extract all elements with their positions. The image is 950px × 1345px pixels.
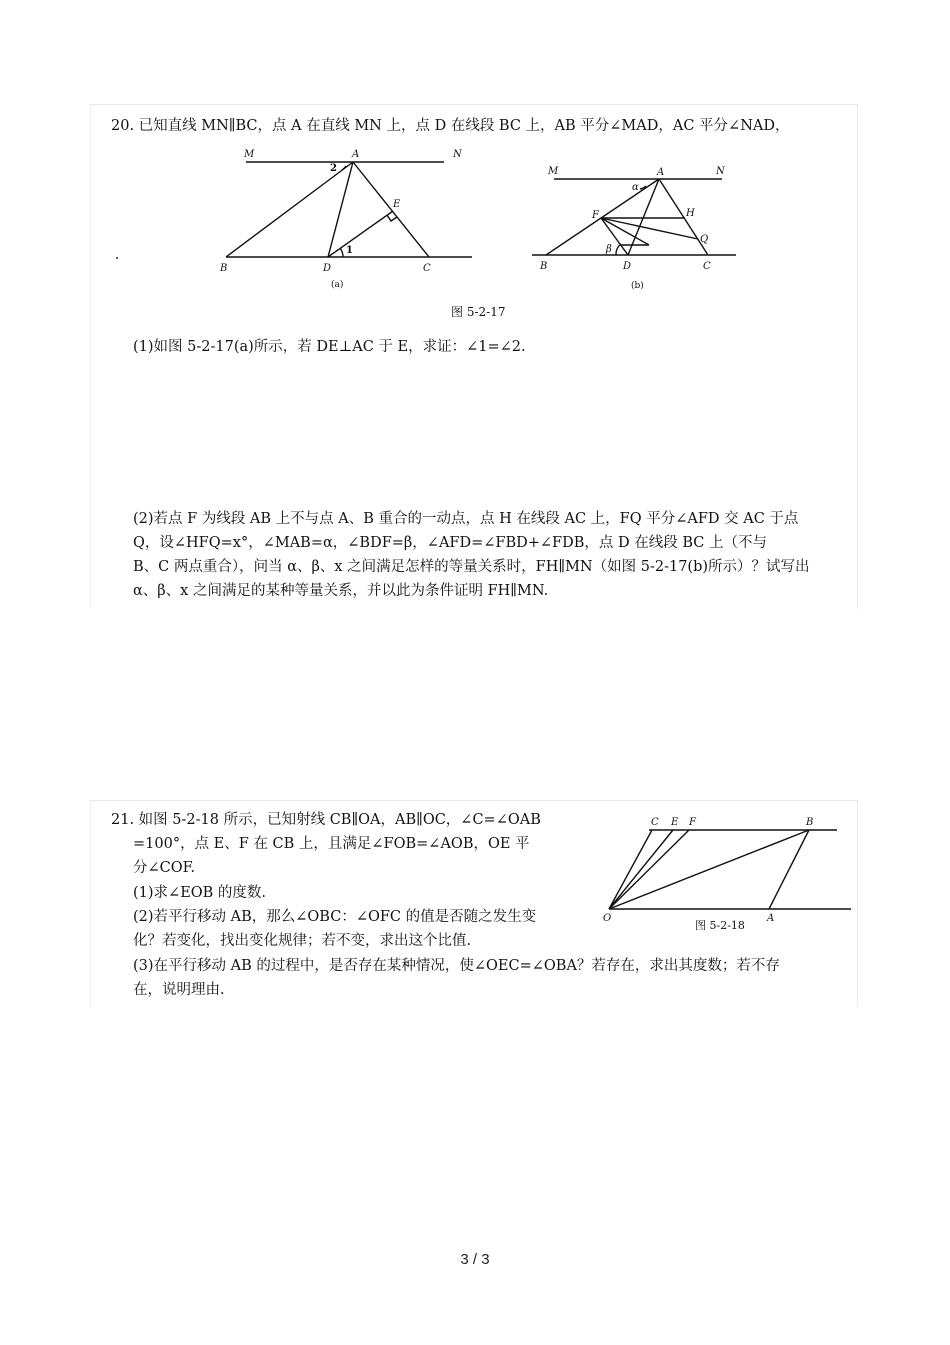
problem-20-part-2-line-1: (2)若点 F 为线段 AB 上不与点 A、B 重合的一动点，点 H 在线段 AC 上，FQ 平分∠AFD 交 AC 于点 xyxy=(133,511,799,527)
problem-20-part-2-line-2: Q，设∠HFQ=x°，∠MAB=α，∠BDF=β，∠AFD=∠FBD+∠FDB，点 D 在线段 BC 上（不与 xyxy=(133,535,767,551)
label-N: N xyxy=(716,166,725,177)
figure-b-caption: (b) xyxy=(631,281,644,291)
problem-21-line-1: 21. 如图 5-2-18 所示，已知射线 CB∥OA，AB∥OC，∠C=∠OAB xyxy=(111,812,541,828)
label-Q: Q xyxy=(700,234,709,245)
label-C: C xyxy=(651,817,659,828)
figure-a-caption: (a) xyxy=(331,280,344,290)
problem-20-part-2-line-3: B、C 两点重合），问当 α、β、x 之间满足怎样的等量关系时，FH∥MN（如图 5-2-17(b)所示）？试写出 xyxy=(133,559,810,575)
figure-caption-5-2-17: 图 5-2-17 xyxy=(451,305,506,319)
problem-20-header: 20. 已知直线 MN∥BC，点 A 在直线 MN 上，点 D 在线段 BC 上，AB 平分∠MAD，AC 平分∠NAD， xyxy=(111,118,790,134)
label-E: E xyxy=(671,817,679,828)
problem-21-line-8: 在，说明理由. xyxy=(133,982,225,998)
problem-21-line-7: (3)在平行移动 AB 的过程中，是否存在某种情况，使∠OEC=∠OBA？若存在，求出其度数；若不存 xyxy=(133,958,780,974)
label-B: B xyxy=(540,261,548,272)
figure-5-2-17b xyxy=(526,160,746,295)
label-F: F xyxy=(689,817,696,828)
problem-21-scan xyxy=(90,800,858,1006)
label-beta: β xyxy=(606,244,612,255)
label-angle-1: 1 xyxy=(346,245,353,256)
label-A: A xyxy=(352,149,360,160)
label-H: H xyxy=(686,208,695,219)
label-F: F xyxy=(592,210,599,221)
label-C: C xyxy=(703,261,711,272)
problem-21-line-6: 化？若变化，找出变化规律；若不变，求出这个比值. xyxy=(133,933,472,949)
figure-5-2-18 xyxy=(599,811,854,936)
problem-20-part-1: (1)如图 5-2-17(a)所示，若 DE⊥AC 于 E，求证：∠1=∠2. xyxy=(133,339,526,355)
problem-20-part-2-line-4: α、β、x 之间满足的某种等量关系，并以此为条件证明 FH∥MN. xyxy=(133,583,549,599)
label-O: O xyxy=(603,913,612,924)
problem-21-line-4: (1)求∠EOB 的度数. xyxy=(133,885,267,901)
label-B: B xyxy=(806,817,814,828)
label-A: A xyxy=(657,167,665,178)
label-D: D xyxy=(323,263,332,274)
page-number: 3 / 3 xyxy=(460,1251,490,1268)
label-C: C xyxy=(423,263,431,274)
figure-5-2-17a xyxy=(216,143,486,293)
problem-21-line-5: (2)若平行移动 AB，那么∠OBC：∠OFC 的值是否随之发生变 xyxy=(133,909,537,925)
label-alpha: α xyxy=(632,182,639,193)
label-M: M xyxy=(244,149,255,160)
label-A: A xyxy=(767,913,775,924)
label-M: M xyxy=(548,166,559,177)
scan-speck xyxy=(116,257,118,259)
label-D: D xyxy=(623,261,632,272)
label-B: B xyxy=(220,263,228,274)
label-angle-2: 2 xyxy=(330,163,337,174)
problem-20-scan xyxy=(90,104,858,609)
figure-caption-5-2-18: 图 5-2-18 xyxy=(695,919,745,932)
label-N: N xyxy=(453,149,462,160)
label-E: E xyxy=(393,199,401,210)
problem-21-line-2: =100°，点 E、F 在 CB 上，且满足∠FOB=∠AOB，OE 平 xyxy=(133,836,530,852)
problem-21-line-3: 分∠COF. xyxy=(133,860,196,876)
